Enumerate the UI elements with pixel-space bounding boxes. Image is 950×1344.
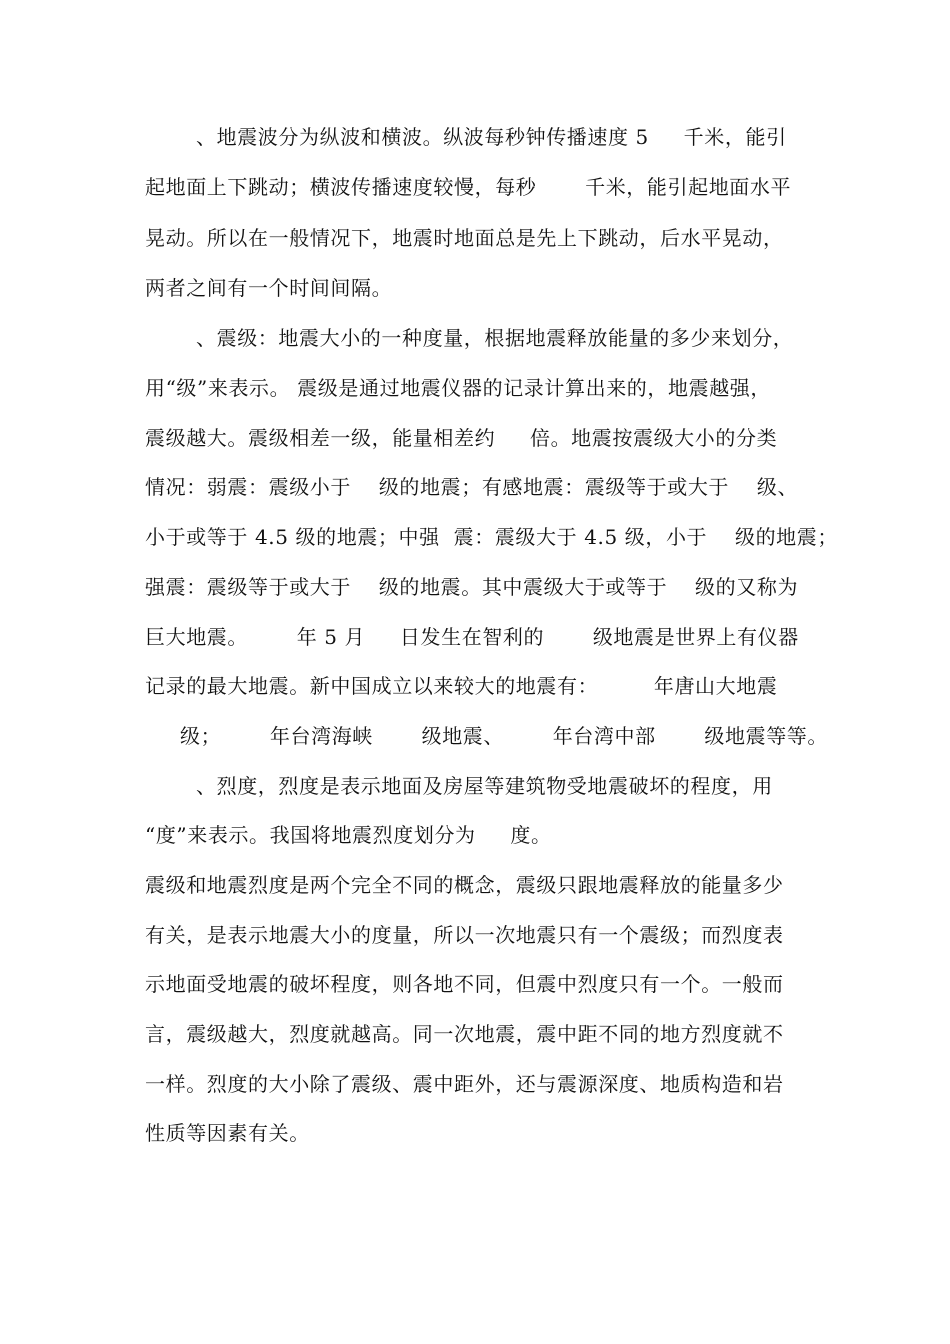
text-line: 一样。烈度的大小除了震级、震中距外，还与震源深度、地质构造和岩 bbox=[145, 1072, 784, 1096]
text-line: 记录的最大地震。新中国成立以来较大的地震有： 年唐山大地震 bbox=[145, 674, 778, 698]
text-line: 用“级”来表示。 震级是通过地震仪器的记录计算出来的，地震越强， bbox=[145, 376, 772, 400]
text-line: 示地面受地震的破坏程度，则各地不同，但震中烈度只有一个。一般而 bbox=[145, 972, 784, 996]
text-line: 震级和地震烈度是两个完全不同的概念，震级只跟地震释放的能量多少 bbox=[145, 873, 784, 897]
text-line: 起地面上下跳动；横波传播速度较慢，每秒 千米，能引起地面水平 bbox=[145, 175, 792, 199]
text-line: 小于或等于 4.5 级的地震；中强 震：震级大于 4.5 级，小于 级的地震； bbox=[145, 525, 838, 549]
text-line: 晃动。所以在一般情况下，地震时地面总是先上下跳动，后水平晃动， bbox=[145, 226, 784, 250]
text-line: 强震：震级等于或大于 级的地震。其中震级大于或等于 级的又称为 bbox=[145, 575, 799, 599]
text-line: 两者之间有一个时间间隔。 bbox=[145, 276, 393, 300]
text-line: “度”来表示。我国将地震烈度划分为 度。 bbox=[145, 823, 552, 847]
text-line: 、烈度，烈度是表示地面及房屋等建筑物受地震破坏的程度，用 bbox=[196, 774, 773, 798]
text-line: 巨大地震。 年 5 月 日发生在智利的 级地震是世界上有仪器 bbox=[145, 625, 799, 649]
text-line: 有关，是表示地震大小的度量，所以一次地震只有一个震级；而烈度表 bbox=[145, 923, 784, 947]
text-line: 级； 年台湾海峡 级地震、 年台湾中部 级地震等等。 bbox=[180, 724, 829, 748]
text-line: 、震级：地震大小的一种度量，根据地震释放能量的多少来划分， bbox=[196, 326, 794, 350]
text-line: 性质等因素有关。 bbox=[145, 1121, 310, 1145]
text-line: 、地震波分为纵波和横波。纵波每秒钟传播速度 5 千米，能引 bbox=[196, 125, 787, 149]
text-line: 震级越大。震级相差一级，能量相差约 倍。地震按震级大小的分类 bbox=[145, 426, 778, 450]
text-line: 情况：弱震：震级小于 级的地震；有感地震：震级等于或大于 级、 bbox=[145, 475, 799, 499]
text-line: 言，震级越大，烈度就越高。同一次地震，震中距不同的地方烈度就不 bbox=[145, 1022, 784, 1046]
